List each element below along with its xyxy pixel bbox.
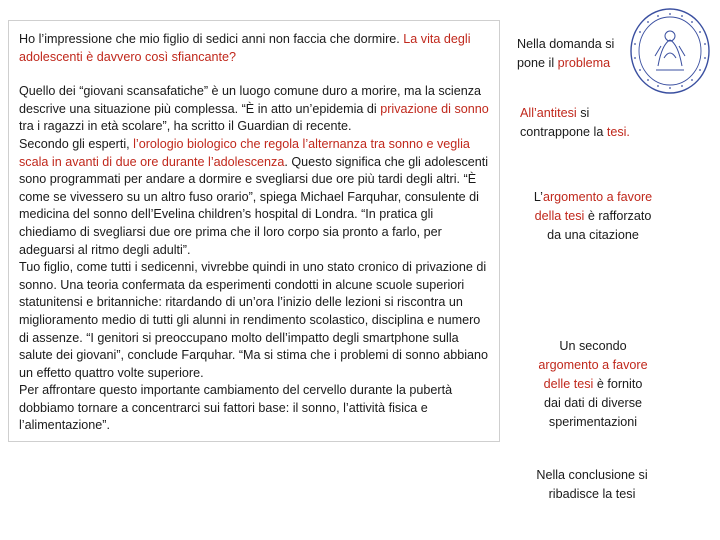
note-argument-2 <box>518 337 668 432</box>
article-text-box <box>8 20 500 442</box>
antithesis-text-end: tra i ragazzi in età scolare”, ha scritto il Guardian di recente. <box>19 119 352 134</box>
note-antithesis-text: si <box>576 106 590 120</box>
note-arg1-line3: da una citazione <box>547 228 639 242</box>
note-arg2-highlight: argomento a favore <box>538 358 648 372</box>
argument-text: Secondo gli esperti, <box>19 136 134 151</box>
note-conclusion-line1: Nella conclusione si <box>536 468 648 482</box>
note-question-highlight: problema <box>557 56 611 70</box>
note-argument-1 <box>518 188 668 245</box>
question-paragraph <box>19 31 491 66</box>
antithesis-paragraph <box>19 83 491 136</box>
note-question-line2: pone il <box>517 56 558 70</box>
conclusion-paragraph: Per affrontare questo importante cambiamento del cervello durante la pubertà dobbiamo tornare a concentrarci sui fattori base: il sonno, l’attività fisica e l’alimentazione”. <box>19 383 453 433</box>
question-highlight: La vita degli adolescenti è davvero così sfiancante? <box>19 32 471 64</box>
argument-paragraph <box>19 136 491 259</box>
note-antithesis <box>520 104 630 142</box>
note-antithesis-line2: contrappone la <box>520 125 607 139</box>
note-arg1-prefix: L’ <box>533 190 543 204</box>
thesis-highlight: privazione di sonno <box>380 101 489 116</box>
question-text: Ho l’impressione che mio figlio di sedici anni non faccia che dormire. <box>19 32 404 46</box>
note-arg2-text: è fornito <box>593 377 643 391</box>
note-question <box>517 35 614 73</box>
note-thesis-highlight: tesi. <box>606 125 630 139</box>
note-arg1-highlight: argomento a favore <box>542 190 653 204</box>
note-arg2-line1: Un secondo <box>559 339 627 353</box>
note-arg1-text: è rafforzato <box>584 209 652 223</box>
note-arg2-line5: sperimentazioni <box>548 415 638 429</box>
note-antithesis-highlight: All’antitesi <box>520 106 577 120</box>
argument-highlight: l’orologio biologico che regola l’alternanza tra sonno e veglia scala in avanti di due ore durante l’adolescenza <box>19 136 470 169</box>
note-arg2-line4: dai dati di diverse <box>543 396 642 410</box>
note-arg2-thesis: delle tesi <box>543 377 594 391</box>
note-question-line1: Nella domanda si <box>517 37 615 51</box>
argument-text-end: . Questo significa che gli adolescenti sono programmati per andare a dormire e svegliarsi due ore più tardi degli altri. “È come se vivessero su un altro fuso orario”, spiega Michael Farquhar, consulente di medicina del sonno dell’Evelina children’s hospital di Londra. “In pratica gli chiediamo di svegliarsi due ore prima che il loro corpo sia pronto a farlo, per adeguarsi al ritmo degli adulti”. <box>19 154 489 257</box>
note-conclusion-line2: ribadisce la tesi <box>548 487 636 501</box>
note-arg1-thesis: della tesi <box>534 209 585 223</box>
school-seal-icon <box>628 6 712 96</box>
experiment-paragraph: Tuo figlio, come tutti i sedicenni, vivrebbe quindi in uno stato cronico di privazione di sonno. Una teoria confermata da esperimenti condotti in alcune scuole superiori statunitensi e britanniche: ritardando di un’ora l’inizio delle lezioni si riscontra un miglioramento medio di tutti gli alunni in rendimento scolastico, disciplina e numero di assenze. “I genitori si preoccupano molto dell’impatto degli smartphone sulla salute dei giovani”, conclude Farquhar. “Ma si stima che i problemi di sonno abbiano un effetto quattro volte superiore. <box>19 260 489 380</box>
antithesis-text: Quello dei “giovani scansafatiche” è un luogo comune duro a morire, ma la scienza descrive una situazione più complessa. “È in atto un’epidemia di <box>19 84 482 116</box>
note-conclusion <box>512 466 672 504</box>
